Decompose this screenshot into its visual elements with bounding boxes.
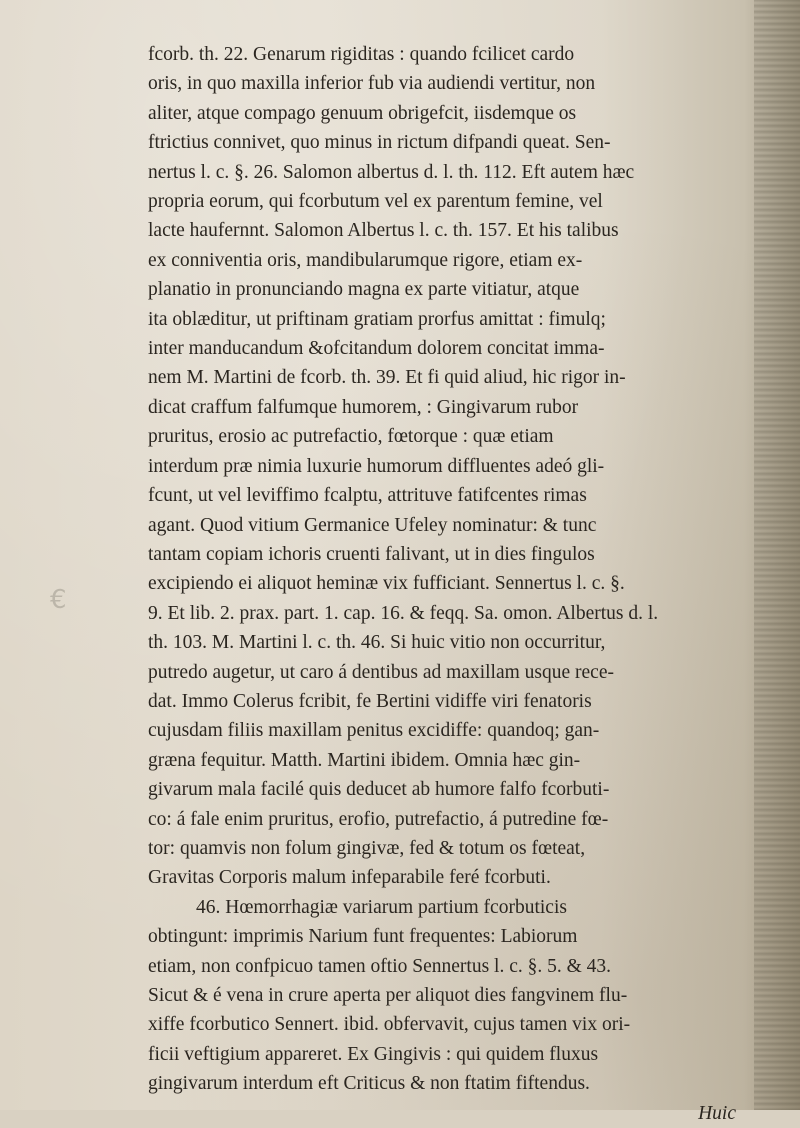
text-line: ita oblæditur, ut priftinam gratiam prorfus amittat : fimulq;	[148, 308, 606, 330]
text-line: Gravitas Corporis malum infeparabile feré fcorbuti.	[148, 867, 551, 889]
text-line: oris, in quo maxilla inferior fub via audiendi vertitur, non	[148, 73, 596, 95]
text-line: inter manducandum &ofcitandum dolorem concitat imma-	[148, 338, 605, 360]
text-line: co: á fale enim pruritus, erofio, putrefactio, á putredine fœ-	[148, 808, 609, 830]
text-line: givarum mala facilé quis deducet ab humore falfo fcorbuti-	[148, 779, 610, 801]
text-line: aliter, atque compago genuum obrigefcit, iisdemque os	[148, 102, 577, 124]
text-line: 9. Et lib. 2. prax. part. 1. cap. 16. & feqq. Sa. omon. Albertus d. l.	[148, 602, 659, 624]
text-line: græna fequitur. Matth. Martini ibidem. Omnia hæc gin-	[148, 749, 581, 771]
text-line: fcorb. th. 22. Genarum rigiditas : quando fcilicet cardo	[148, 44, 575, 65]
text-line: lacte haufernnt. Salomon Albertus l. c. th. 157. Et his talibus	[148, 220, 619, 242]
text-line: Sicut & é vena in crure aperta per aliquot dies fangvinem flu-	[148, 985, 628, 1006]
text-line: obtingunt: imprimis Narium funt frequentes: Labiorum	[148, 926, 578, 948]
page-gutter	[754, 0, 800, 1110]
section-heading-line: 46. Hœmorrhagiæ variarum partium fcorbuticis	[196, 896, 567, 918]
text-line: xiffe fcorbutico Sennert. ibid. obfervavit, cujus tamen vix ori-	[148, 1014, 631, 1036]
text-line: etiam, non confpicuo tamen oftio Sennertus l. c. §. 5. & 43.	[148, 955, 612, 977]
text-line: nertus l. c. §. 26. Salomon albertus d. l. th. 112. Eft autem hæc	[148, 161, 635, 183]
text-line: planatio in pronunciando magna ex parte vitiatur, atque	[148, 279, 580, 301]
text-line: interdum præ nimia luxurie humorum diffluentes adeó gli-	[148, 455, 605, 477]
text-line: tantam copiam ichoris cruenti falivant, ut in dies fingulos	[148, 543, 595, 565]
text-line: dat. Immo Colerus fcribit, fe Bertini vidiffe viri fenatoris	[148, 690, 592, 712]
text-line: pruritus, erosio ac putrefactio, fœtorque : quæ etiam	[148, 426, 554, 448]
text-line: excipiendo ei aliquot heminæ vix fufficiant. Sennertus l. c. §.	[148, 573, 625, 595]
bleed-through-mark: €	[50, 585, 67, 615]
text-line: dicat craffum falfumque humorem, : Gingivarum rubor	[148, 396, 579, 418]
text-line: gingivarum interdum eft Criticus & non ftatim fiftendus.	[148, 1073, 590, 1095]
text-line: fcunt, ut vel leviffimo fcalptu, attrituve fatifcentes rimas	[148, 485, 587, 507]
text-line: nem M. Martini de fcorb. th. 39. Et fi quid aliud, hic rigor in-	[148, 367, 626, 389]
page-text	[148, 40, 758, 1128]
text-line: ficii veftigium appareret. Ex Gingivis : qui quidem fluxus	[148, 1043, 599, 1065]
catchword: Huic	[698, 1102, 736, 1124]
text-line: propria eorum, qui fcorbutum vel ex parentum femine, vel	[148, 191, 603, 213]
text-line: tor: quamvis non folum gingivæ, fed & totum os fœteat,	[148, 837, 586, 859]
text-line: ex conniventia oris, mandibularumque rigore, etiam ex-	[148, 249, 583, 271]
text-line: putredo augetur, ut caro á dentibus ad maxillam usque rece-	[148, 661, 614, 683]
text-line: agant. Quod vitium Germanice Ufeley nominatur: & tunc	[148, 514, 597, 536]
text-line: cujusdam filiis maxillam penitus excidiffe: quandoq; gan-	[148, 720, 600, 742]
text-line: th. 103. M. Martini l. c. th. 46. Si huic vitio non occurritur,	[148, 632, 606, 654]
text-line: ftrictius connivet, quo minus in rictum difpandi queat. Sen-	[148, 132, 611, 154]
